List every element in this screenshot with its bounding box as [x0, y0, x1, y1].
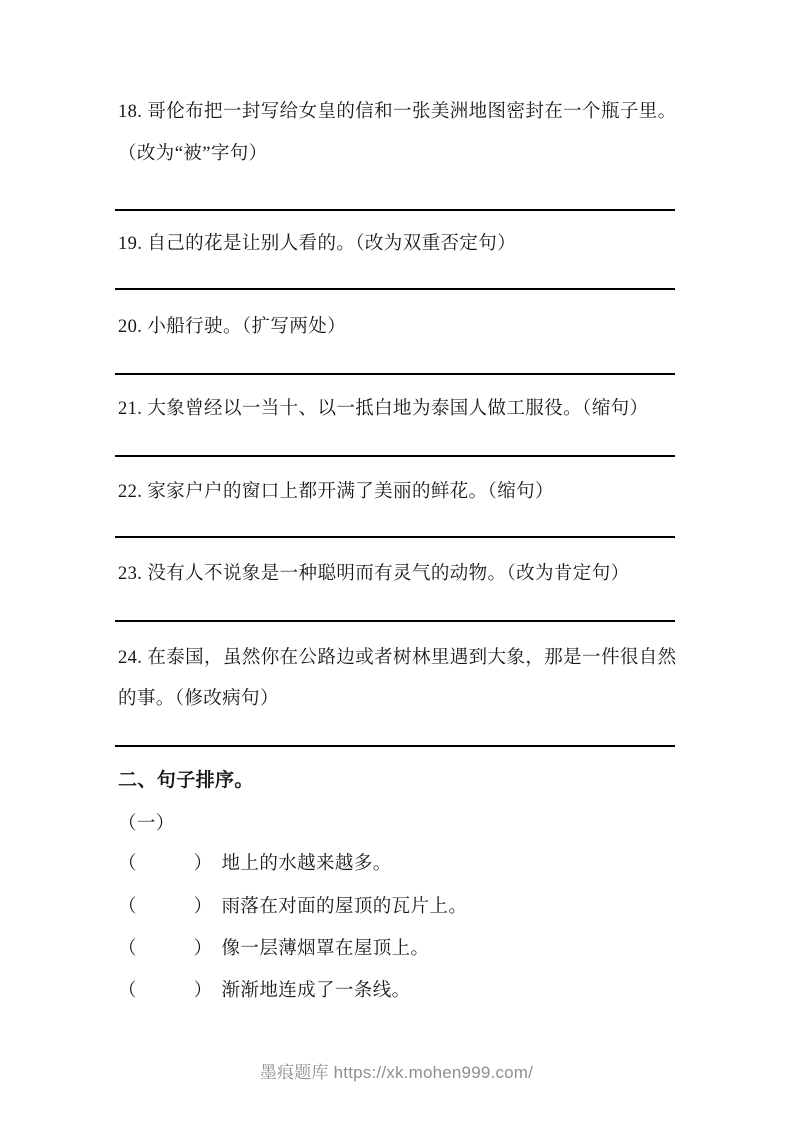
question-19: 19. 自己的花是让别人看的。（改为双重否定句）	[118, 234, 517, 254]
answer-line-21	[115, 455, 675, 457]
ordering-text-1: 地上的水越来越多。	[221, 854, 392, 874]
ordering-text-4: 渐渐地连成了一条线。	[221, 981, 411, 1001]
question-18-line-2: （改为“被”字句）	[118, 144, 268, 164]
ordering-text-2: 雨落在对面的屋顶的瓦片上。	[221, 897, 468, 917]
answer-line-24	[115, 745, 675, 747]
answer-line-20	[115, 373, 675, 375]
question-21: 21. 大象曾经以一当十、以一抵白地为泰国人做工服役。（缩句）	[118, 399, 649, 419]
question-23: 23. 没有人不说象是一种聪明而有灵气的动物。（改为肯定句）	[118, 564, 630, 584]
section-2-heading: 二、句子排序。	[118, 770, 254, 791]
question-22: 22. 家家户户的窗口上都开满了美丽的鲜花。（缩句）	[118, 482, 554, 502]
ordering-item-1	[118, 851, 392, 877]
answer-line-18	[115, 209, 675, 211]
question-18-line-1: 18. 哥伦布把一封写给女皇的信和一张美洲地图密封在一个瓶子里。	[118, 102, 677, 122]
question-20: 20. 小船行驶。（扩写两处）	[118, 317, 347, 337]
ordering-item-2	[118, 894, 467, 920]
question-24-line-2: 的事。（修改病句）	[118, 689, 279, 709]
answer-line-19	[115, 288, 675, 290]
footer-watermark: 墨痕题库 https://xk.mohen999.com/	[259, 1063, 534, 1082]
ordering-blank-2: （ ）	[118, 897, 213, 917]
answer-line-22	[115, 536, 675, 538]
section-2-group-label: （一）	[118, 814, 175, 834]
ordering-text-3: 像一层薄烟罩在屋顶上。	[221, 939, 430, 959]
question-24-line-1: 24. 在泰国，虽然你在公路边或者树林里遇到大象，那是一件很自然	[118, 648, 677, 668]
ordering-blank-4: （ ）	[118, 981, 213, 1001]
ordering-blank-3: （ ）	[118, 939, 213, 959]
answer-line-23	[115, 620, 675, 622]
ordering-item-3	[118, 936, 429, 962]
ordering-item-4	[118, 978, 411, 1004]
ordering-blank-1: （ ）	[118, 854, 213, 874]
